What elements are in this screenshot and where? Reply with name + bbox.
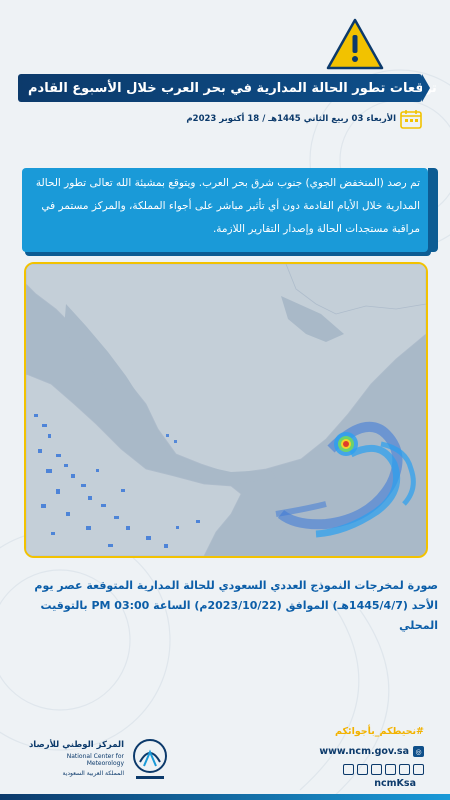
telegram-icon[interactable] xyxy=(413,764,424,775)
footer xyxy=(0,690,450,800)
info-box xyxy=(22,168,428,252)
ncm-emblem-icon xyxy=(128,736,172,784)
footer-bar xyxy=(0,794,450,800)
url-row[interactable] xyxy=(319,746,424,757)
globe-icon: ◎ xyxy=(413,746,424,757)
instagram-icon[interactable] xyxy=(357,764,368,775)
weather-map xyxy=(24,262,428,558)
center-subtitle: المملكة العربية السعودية xyxy=(62,770,124,777)
center-name-ar: المركز الوطني للأرصاد xyxy=(28,740,124,750)
hashtag: #نحيطكم_بأجوائكم xyxy=(335,726,424,737)
map-svg xyxy=(26,264,426,556)
facebook-icon[interactable] xyxy=(371,764,382,775)
date-text: الأربعاء 03 ربيع الثاني 1445هـ / 18 أكتوبر 2023م xyxy=(186,114,396,124)
ncm-logo xyxy=(8,734,178,790)
caption-text: صورة لمخرجات النموذج العددي السعودي للحالة المدارية المتوقعة عصر يوم الأحد (1445/4/7هـ) الموافق (2023/10/22م) الساعة 03:00 PM بالتوقيت المحلي xyxy=(34,579,438,632)
social-handle: ncmKsa xyxy=(374,778,416,789)
center-name-en: National Center for Meteorology xyxy=(66,753,124,767)
x-icon[interactable] xyxy=(343,764,354,775)
date-row xyxy=(186,108,422,130)
snapchat-icon[interactable] xyxy=(399,764,410,775)
website-link[interactable]: www.ncm.gov.sa xyxy=(319,746,409,757)
youtube-icon[interactable] xyxy=(385,764,396,775)
map-caption xyxy=(14,576,438,636)
info-text: تم رصد (المنخفض الجوي) جنوب شرق بحر العرب. ويتوقع بمشيئة الله تعالى تطور الحالة المدارية خلال الأيام القادمة دون أي تأثير مباشر على أجواء المملكة، والمركز مستمر في مراقبة مستجدات الحالة وإصدار التقارير اللازمة. xyxy=(35,177,420,235)
calendar-icon xyxy=(400,109,422,129)
page-title-text: توقعات تطور الحالة المدارية في بحر العرب خلال الأسبوع القادم xyxy=(28,80,437,96)
warning-icon xyxy=(326,18,384,70)
social-icons xyxy=(343,764,424,775)
page-title xyxy=(18,74,437,102)
